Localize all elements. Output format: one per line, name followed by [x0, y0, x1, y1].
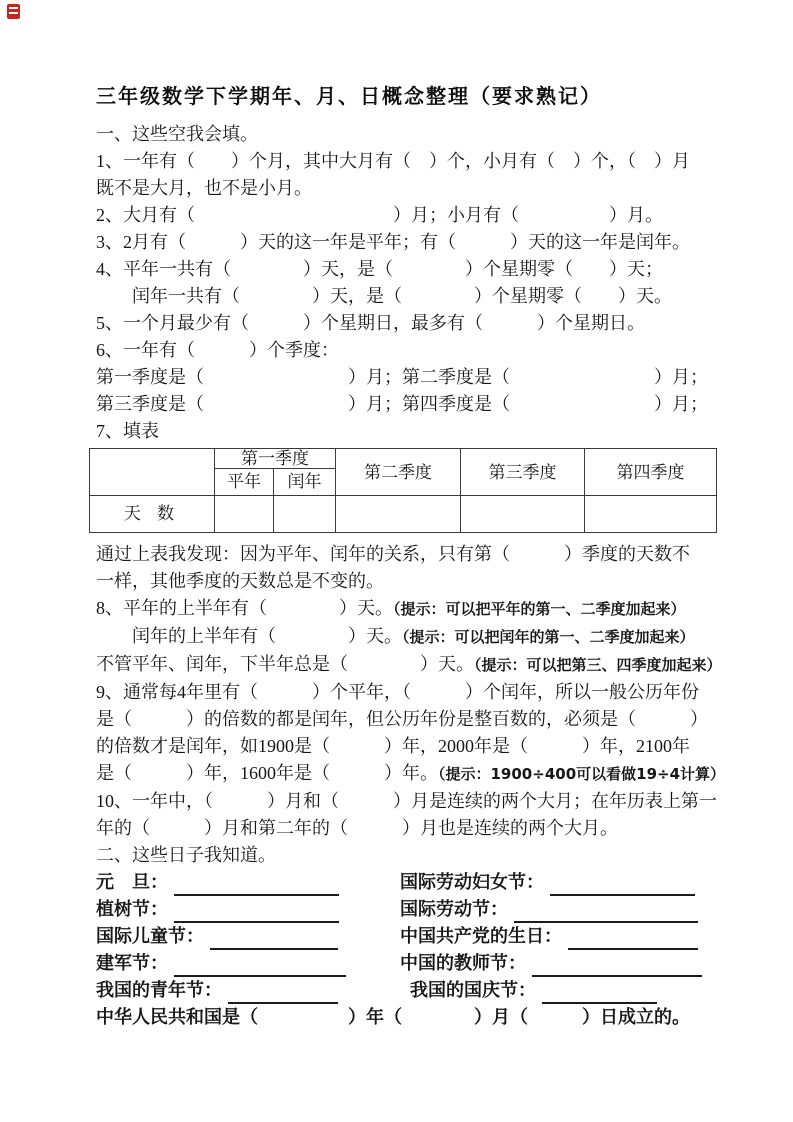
table-header-quarter2: 第二季度	[336, 449, 461, 496]
festival-label-left: 元 旦：	[96, 872, 168, 893]
table-header-quarter3: 第三季度	[461, 449, 585, 496]
q9-text-4: 是（ ）年，1600年是（ ）年。	[96, 763, 438, 783]
q1-line-1: 1、一年有（ ）个月，其中大月有（ ）个，小月有（ ）个，（ ）月	[96, 151, 690, 171]
q6-line-1: 6、一年有（ ）个季度：	[96, 340, 339, 360]
q6-line-2: 第一季度是（ ）月；第二季度是（ ）月；	[96, 367, 708, 387]
discovery-line-1: 通过上表我发现：因为平年、闰年的关系，只有第（ ）季度的天数不	[96, 544, 690, 564]
q8-line-2	[96, 623, 744, 651]
q10-line-1: 10、一年中，（ ）月和（ ）月是连续的两个大月；在年历表上第一	[96, 791, 717, 811]
blank-underline	[532, 953, 702, 977]
blank-underline	[550, 872, 695, 896]
q4-line-1: 4、平年一共有（ ）天，是（ ）个星期零（ ）天；	[96, 259, 663, 279]
q8-text-3: 不管平年、闰年，下半年总是（ ）天。	[96, 654, 474, 674]
table-blank-cell	[336, 496, 461, 533]
q9-hint: （提示：1900÷400可以看做19÷4计算）	[438, 765, 726, 783]
table-header-quarter4: 第四季度	[585, 449, 717, 496]
q6-line-3: 第三季度是（ ）月；第四季度是（ ）月；	[96, 394, 708, 414]
q8-hint-2: （提示：可以把闰年的第一、二季度加起来）	[402, 628, 695, 646]
table-corner-cell	[90, 449, 215, 496]
festival-label-left: 国际儿童节：	[96, 926, 204, 947]
q10-line-2: 年的（ ）月和第二年的（ ）月也是连续的两个大月。	[96, 818, 618, 838]
festival-cell-left	[96, 869, 400, 896]
festival-label-right: 国际劳动节：	[400, 899, 508, 920]
festival-label-left: 植树节：	[96, 899, 168, 920]
doc-title: 三年级数学下学期年、月、日概念整理（要求熟记）	[96, 84, 602, 108]
festival-label-right: 我国的国庆节：	[410, 980, 536, 1001]
blank-underline	[210, 926, 338, 950]
festival-cell-left	[96, 950, 400, 977]
festival-cell-right	[400, 896, 744, 923]
q8-hint-1: （提示：可以把平年的第一、二季度加起来）	[393, 600, 686, 618]
document-content	[96, 84, 744, 1031]
festival-cell-left	[96, 977, 400, 1004]
festival-cell-right	[400, 977, 744, 1004]
blank-underline	[568, 926, 698, 950]
table-blank-cell	[461, 496, 585, 533]
q9-line-3: 的倍数才是闰年，如1900是（ ）年，2000年是（ ）年，2100年	[96, 736, 690, 756]
festival-row	[96, 869, 744, 896]
festival-cell-right	[400, 950, 744, 977]
q8-text-1: 8、平年的上半年有（ ）天。	[96, 598, 393, 618]
q8-text-2: 闰年的上半年有（ ）天。	[132, 626, 402, 646]
festival-label-right: 国际劳动妇女节：	[400, 872, 544, 893]
table-blank-cell	[274, 496, 336, 533]
q1-line-2: 既不是大月，也不是小月。	[96, 178, 312, 198]
festival-row	[96, 977, 744, 1004]
blank-underline	[174, 899, 339, 923]
q8-line-1	[96, 595, 744, 623]
q7-caption: 7、填表	[96, 421, 159, 441]
table-header-leap-year: 闰年	[274, 469, 336, 496]
festival-cell-right	[400, 923, 744, 950]
blank-underline	[174, 953, 346, 977]
corner-logo-icon	[7, 4, 20, 19]
q8-line-3	[96, 651, 744, 679]
q5-line: 5、一个月最少有（ ）个星期日，最多有（ ）个星期日。	[96, 313, 645, 333]
festival-row	[96, 923, 744, 950]
blank-underline	[542, 980, 657, 1004]
festival-label-left: 我国的青年节：	[96, 980, 222, 1001]
festival-label-left: 建军节：	[96, 953, 168, 974]
festival-label-right: 中国的教师节：	[400, 953, 526, 974]
table-header-common-year: 平年	[215, 469, 274, 496]
q8-hint-3: （提示：可以把第三、四季度加起来）	[474, 656, 722, 674]
q4-line-2: 闰年一共有（ ）天，是（ ）个星期零（ ）天。	[132, 286, 672, 306]
section2-heading: 二、这些日子我知道。	[96, 845, 276, 865]
table-blank-cell	[585, 496, 717, 533]
festival-cell-left	[96, 896, 400, 923]
festival-label-right: 中国共产党的生日：	[400, 926, 562, 947]
table-blank-cell	[215, 496, 274, 533]
festival-cell-left	[96, 923, 400, 950]
festival-cell-right	[400, 869, 744, 896]
q2-line: 2、大月有（ ）月；小月有（ ）月。	[96, 205, 663, 225]
fill-table	[89, 448, 717, 533]
blank-underline	[514, 899, 698, 923]
q9-line-4	[96, 760, 744, 788]
q9-line-2: 是（ ）的倍数的都是闰年，但公历年份是整百数的，必须是（ ）	[96, 709, 708, 729]
blank-underline	[228, 980, 338, 1004]
blank-underline	[174, 872, 339, 896]
q9-line-1: 9、通常每4年里有（ ）个平年，（ ）个闰年，所以一般公历年份	[96, 682, 699, 702]
table-header-quarter1: 第一季度	[215, 449, 336, 469]
section1-heading: 一、这些空我会填。	[96, 124, 258, 144]
discovery-line-2: 一样，其他季度的天数总是不变的。	[96, 571, 384, 591]
q3-line: 3、2月有（ ）天的这一年是平年；有（ ）天的这一年是闰年。	[96, 232, 690, 252]
table-row-label-days: 天 数	[90, 496, 215, 533]
founding-line: 中华人民共和国是（ ）年（ ）月（ ）日成立的。	[96, 1007, 690, 1028]
festival-row	[96, 950, 744, 977]
festival-row	[96, 896, 744, 923]
